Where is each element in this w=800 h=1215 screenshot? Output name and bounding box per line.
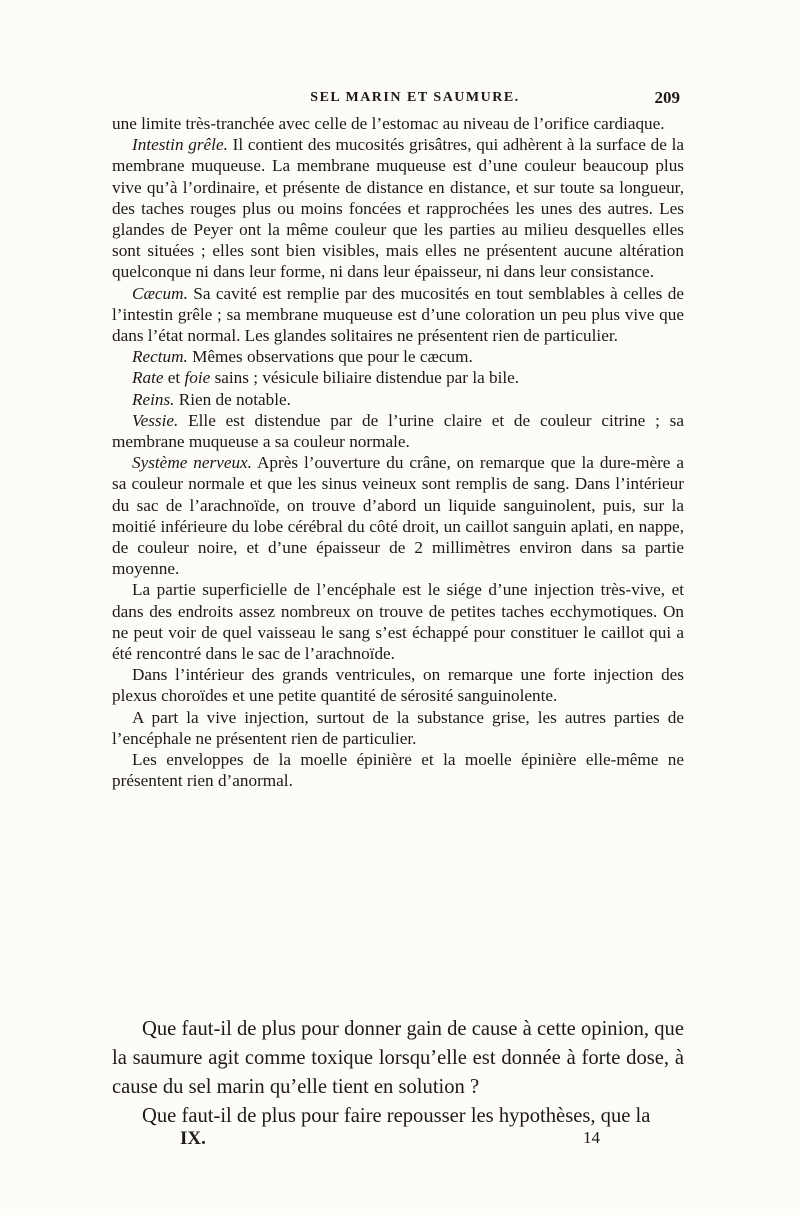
paragraph-continuation: une limite très-tranchée avec celle de l’estomac au niveau de l’orifice cardiaque. bbox=[112, 114, 665, 133]
paragraph-substance-grise: A part la vive injection, surtout de la substance grise, les autres parties de l’encéphale ne présentent rien de particulier. bbox=[112, 707, 684, 748]
paragraph-rectum bbox=[112, 346, 684, 367]
paragraph-systeme-nerveux bbox=[112, 452, 684, 579]
term-reins: Reins. bbox=[132, 389, 175, 409]
paragraph-ventricules: Dans l’intérieur des grands ventricules, on remarque une forte injection des plexus choroïdes et une petite quantité de sérosité sanguinolente. bbox=[112, 665, 684, 706]
term-systeme-nerveux: Système nerveux. bbox=[132, 453, 252, 473]
page-header bbox=[150, 88, 680, 110]
page-footer bbox=[180, 1128, 600, 1152]
paragraph-text: Sa cavité est remplie par des mucosités en tout semblables à celles de l’intestin grêle ; sa membrane muqueuse est d’une coloration un peu plus vive que dans l’état normal. Les glandes solitaires ne présentent rien de particulier. bbox=[112, 283, 684, 346]
term-rectum: Rectum. bbox=[132, 347, 188, 367]
body-text bbox=[112, 113, 684, 792]
paragraph-text: sains ; vésicule biliaire distendue par la bile. bbox=[210, 368, 520, 388]
page-number: 209 bbox=[654, 88, 680, 107]
paragraph-text: Après l’ouverture du crâne, on remarque que la dure-mère a sa couleur normale et que les sinus veineux sont remplis de sang. Dans l’intérieur du sac de l’arachnoïde, on trouve d’abord un liquide sanguinolent, puis, sur la moitié inférieure du lobe cérébral du côté droit, un caillot sanguin aplati, en nappe, de couleur noire, et d’une épaisseur de 2 millimètres environ dans sa partie moyenne. bbox=[112, 453, 684, 579]
term-vessie: Vessie. bbox=[132, 410, 179, 430]
sheet-number: 14 bbox=[583, 1128, 600, 1147]
paragraph-text: Il contient des mucosités grisâtres, qui adhèrent à la surface de la membrane muqueuse. La membrane muqueuse est d’une couleur beaucoup plus vive qu’à l’ordinaire, et présente de distance en distance, et sur toute sa longueur, des taches rouges plus ou moins foncées et rapprochées les unes des autres. Les glandes de Peyer ont la même couleur que les parties au milieu desquelles elles sont situées ; elles sont bien visibles, mais elles ne présentent aucune altération quelconque ni dans leur forme, ni dans leur épaisseur, ni dans leur consistance. bbox=[112, 135, 684, 282]
large-text bbox=[112, 1015, 684, 1131]
paragraph-text: et bbox=[163, 368, 185, 388]
term-caecum: Cæcum. bbox=[132, 283, 188, 303]
paragraph-question-2: Que faut-il de plus pour faire repousser les hypothèses, que la bbox=[142, 1105, 651, 1127]
paragraph-text: Mêmes observations que pour le cæcum. bbox=[187, 347, 473, 367]
paragraph-encephale: La partie superficielle de l’encéphale est le siége d’une injection très-vive, et dans des endroits assez nombreux on trouve de petites taches ecchymotiques. On ne peut voir de quel vaisseau le sang s’est échappé pour constituer le caillot qui a été rencontré dans le sac de l’arachnoïde. bbox=[112, 580, 684, 664]
paragraph-moelle: Les enveloppes de la moelle épinière et la moelle épinière elle-même ne présentent rien d’anormal. bbox=[112, 750, 684, 791]
running-title: SEL MARIN ET SAUMURE. bbox=[310, 90, 520, 105]
paragraph-question-1: Que faut-il de plus pour donner gain de cause à cette opinion, que la saumure agit comme toxique lorsqu’elle est donnée à forte dose, à cause du sel marin qu’elle tient en solution ? bbox=[112, 1018, 684, 1098]
paragraph-intestin bbox=[112, 134, 684, 282]
paragraph-rate-foie bbox=[112, 367, 684, 388]
paragraph-reins bbox=[112, 389, 684, 410]
paragraph-caecum bbox=[112, 283, 684, 347]
paragraph-text: Elle est distendue par de l’urine claire et de couleur citrine ; sa membrane muqueuse a sa couleur normale. bbox=[112, 410, 684, 452]
term-rate: Rate bbox=[132, 368, 164, 388]
paragraph-text: Rien de notable. bbox=[174, 389, 291, 409]
signature-mark: IX. bbox=[180, 1128, 206, 1149]
term-intestin: Intestin grêle. bbox=[132, 135, 228, 155]
paragraph-vessie bbox=[112, 410, 684, 452]
term-foie: foie bbox=[184, 368, 211, 388]
